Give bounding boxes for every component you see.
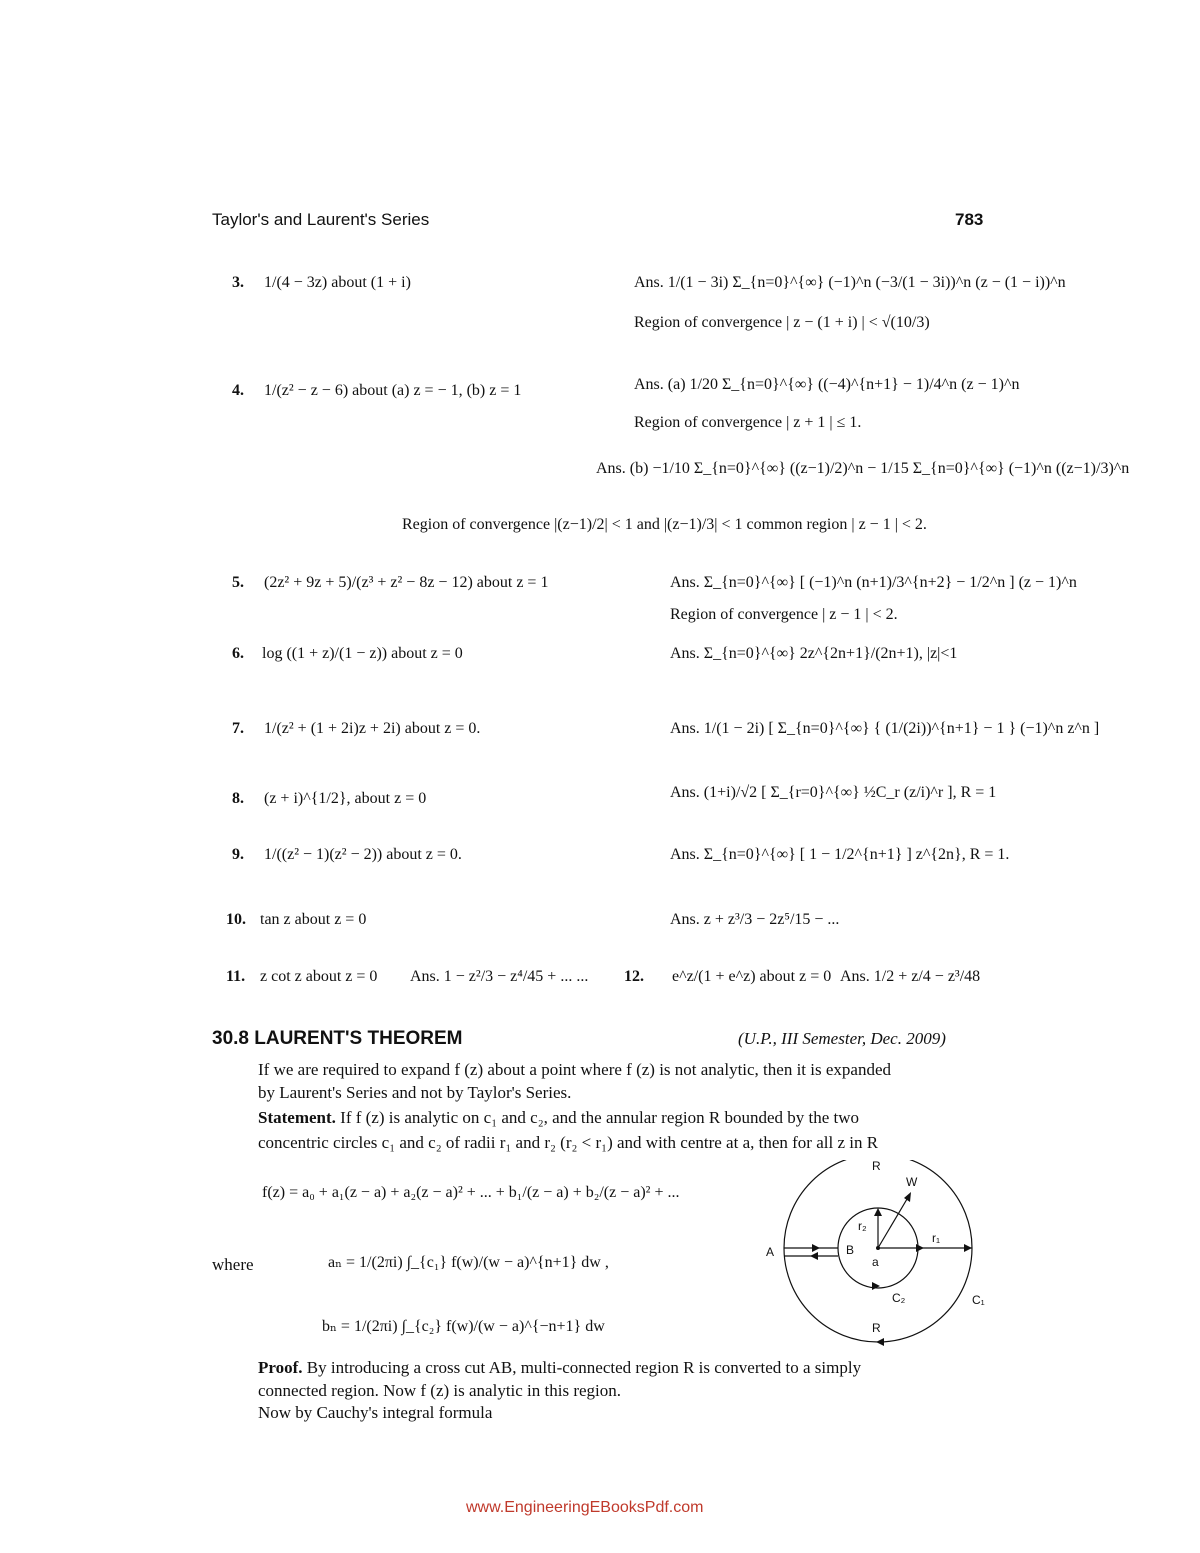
arrow-head-icon: [810, 1252, 818, 1260]
label-r2: r₂: [858, 1219, 867, 1233]
problem-number: 7.: [232, 720, 244, 737]
label-w: W: [906, 1175, 918, 1189]
annulus-diagram: [760, 1160, 990, 1365]
arrow-head-icon: [916, 1244, 924, 1252]
statement-line-2: concentric circles c₁ and c₂ of radii r₁ and r₂ (r₂ < r₁) and with centre at a, then for all z in R: [258, 1133, 879, 1152]
problem-question: (2z² + 9z + 5)/(z³ + z² − 8z − 12) about z = 1: [264, 574, 549, 591]
arrow-head-icon: [904, 1192, 911, 1202]
problem-question: e^z/(1 + e^z) about z = 0: [672, 968, 832, 985]
footer-link[interactable]: www.EngineeringEBooksPdf.com: [466, 1499, 704, 1516]
label-a-upper: A: [766, 1245, 775, 1259]
problem-number: 12.: [624, 968, 644, 985]
problem-number: 5.: [232, 574, 244, 591]
intro-line-2: by Laurent's Series and not by Taylor's Series.: [258, 1083, 572, 1102]
problem-number: 11.: [226, 968, 246, 985]
problem-answer: Ans. 1/(1 − 2i) [ Σ_{n=0}^{∞} { (1/(2i))^{n+1} − 1 } (−1)^n z^n ]: [670, 720, 1100, 737]
intro-line-1: If we are required to expand f (z) about a point where f (z) is not analytic, then it is expanded: [258, 1060, 892, 1079]
proof-label: Proof.: [258, 1358, 303, 1377]
problem-question: z cot z about z = 0: [260, 968, 378, 985]
problem-region-b: Region of convergence |(z−1)/2| < 1 and |(z−1)/3| < 1 common region | z − 1 | < 2.: [402, 516, 927, 533]
where-label: where: [212, 1255, 254, 1274]
label-r1: r₁: [932, 1231, 941, 1245]
page-number: 783: [955, 210, 984, 229]
laurent-series-formula: f(z) = a₀ + a₁(z − a) + a₂(z − a)² + ... + b₁/(z − a) + b₂/(z − a)² + ...: [262, 1184, 680, 1201]
arrow-head-icon: [812, 1244, 820, 1252]
arrow-head-icon: [964, 1244, 972, 1252]
label-r-top: R: [872, 1160, 881, 1173]
an-formula: aₙ = 1/(2πi) ∫_{c₁} f(w)/(w − a)^{n+1} dw ,: [328, 1254, 609, 1271]
problem-answer: Ans. (1+i)/√2 [ Σ_{r=0}^{∞} ½C_r (z/i)^r ], R = 1: [670, 784, 997, 801]
line-to-w: [878, 1194, 910, 1248]
problem-number: 10.: [226, 911, 246, 928]
problem-question: tan z about z = 0: [260, 911, 367, 928]
problem-answer: Ans. 1/(1 − 3i) Σ_{n=0}^{∞} (−1)^n (−3/(1 − 3i))^n (z − (1 − i))^n: [634, 274, 1066, 291]
problem-question: 1/(z² + (1 + 2i)z + 2i) about z = 0.: [264, 720, 481, 737]
problem-number: 3.: [232, 274, 244, 291]
problem-answer: Ans. (a) 1/20 Σ_{n=0}^{∞} ((−4)^{n+1} − 1)/4^n (z − 1)^n: [634, 376, 1020, 393]
problem-answer: Ans. z + z³/3 − 2z⁵/15 − ...: [670, 911, 840, 928]
problem-question: log ((1 + z)/(1 − z)) about z = 0: [262, 645, 463, 662]
proof-line-1: [258, 1358, 861, 1378]
label-b: B: [846, 1243, 855, 1257]
label-a-centre: a: [872, 1255, 879, 1269]
arrow-head-icon: [874, 1208, 882, 1216]
problem-answer: Ans. 1 − z²/3 − z⁴/45 + ... ...: [410, 968, 589, 985]
label-c1: C₁: [972, 1293, 985, 1307]
statement-line-1: [258, 1108, 859, 1128]
problem-region: Region of convergence | z − 1 | < 2.: [670, 606, 898, 623]
problem-answer: Ans. Σ_{n=0}^{∞} [ (−1)^n (n+1)/3^{n+2} − 1/2^n ] (z − 1)^n: [670, 574, 1077, 591]
problem-number: 9.: [232, 846, 244, 863]
proof-text: By introducing a cross cut AB, multi-connected region R is converted to a simply: [306, 1358, 862, 1377]
proof-line-2: connected region. Now f (z) is analytic in this region.: [258, 1381, 622, 1400]
problem-question: 1/(4 − 3z) about (1 + i): [264, 274, 411, 291]
arrow-head-icon: [876, 1338, 884, 1346]
problem-question: 1/(z² − z − 6) about (a) z = − 1, (b) z = 1: [264, 382, 522, 399]
problem-answer: Ans. Σ_{n=0}^{∞} 2z^{2n+1}/(2n+1), |z|<1: [670, 645, 958, 662]
problem-number: 4.: [232, 382, 244, 399]
problem-question: 1/((z² − 1)(z² − 2)) about z = 0.: [264, 846, 462, 863]
problem-answer: Ans. 1/2 + z/4 − z³/48: [840, 968, 981, 985]
problem-region: Region of convergence | z − (1 + i) | < √(10/3): [634, 314, 930, 331]
proof-line-3: Now by Cauchy's integral formula: [258, 1403, 493, 1422]
label-r-bottom: R: [872, 1321, 881, 1335]
section-citation: (U.P., III Semester, Dec. 2009): [738, 1029, 946, 1048]
problem-question: (z + i)^{1/2}, about z = 0: [264, 790, 427, 807]
arrow-head-icon: [872, 1282, 880, 1290]
running-title: Taylor's and Laurent's Series: [212, 210, 430, 229]
problem-number: 6.: [232, 645, 244, 662]
section-title: 30.8 LAURENT'S THEOREM: [212, 1028, 463, 1049]
label-c2: C₂: [892, 1291, 906, 1305]
problem-number: 8.: [232, 790, 244, 807]
bn-formula: bₙ = 1/(2πi) ∫_{c₂} f(w)/(w − a)^{−n+1} dw: [322, 1318, 605, 1335]
statement-text: If f (z) is analytic on c₁ and c₂, and the annular region R bounded by the two: [340, 1108, 860, 1127]
problem-region: Region of convergence | z + 1 | ≤ 1.: [634, 414, 862, 431]
statement-label: Statement.: [258, 1108, 336, 1127]
problem-answer: Ans. Σ_{n=0}^{∞} [ 1 − 1/2^{n+1} ] z^{2n}, R = 1.: [670, 846, 1010, 863]
problem-answer-b: Ans. (b) −1/10 Σ_{n=0}^{∞} ((z−1)/2)^n − 1/15 Σ_{n=0}^{∞} (−1)^n ((z−1)/3)^n: [596, 460, 1130, 477]
